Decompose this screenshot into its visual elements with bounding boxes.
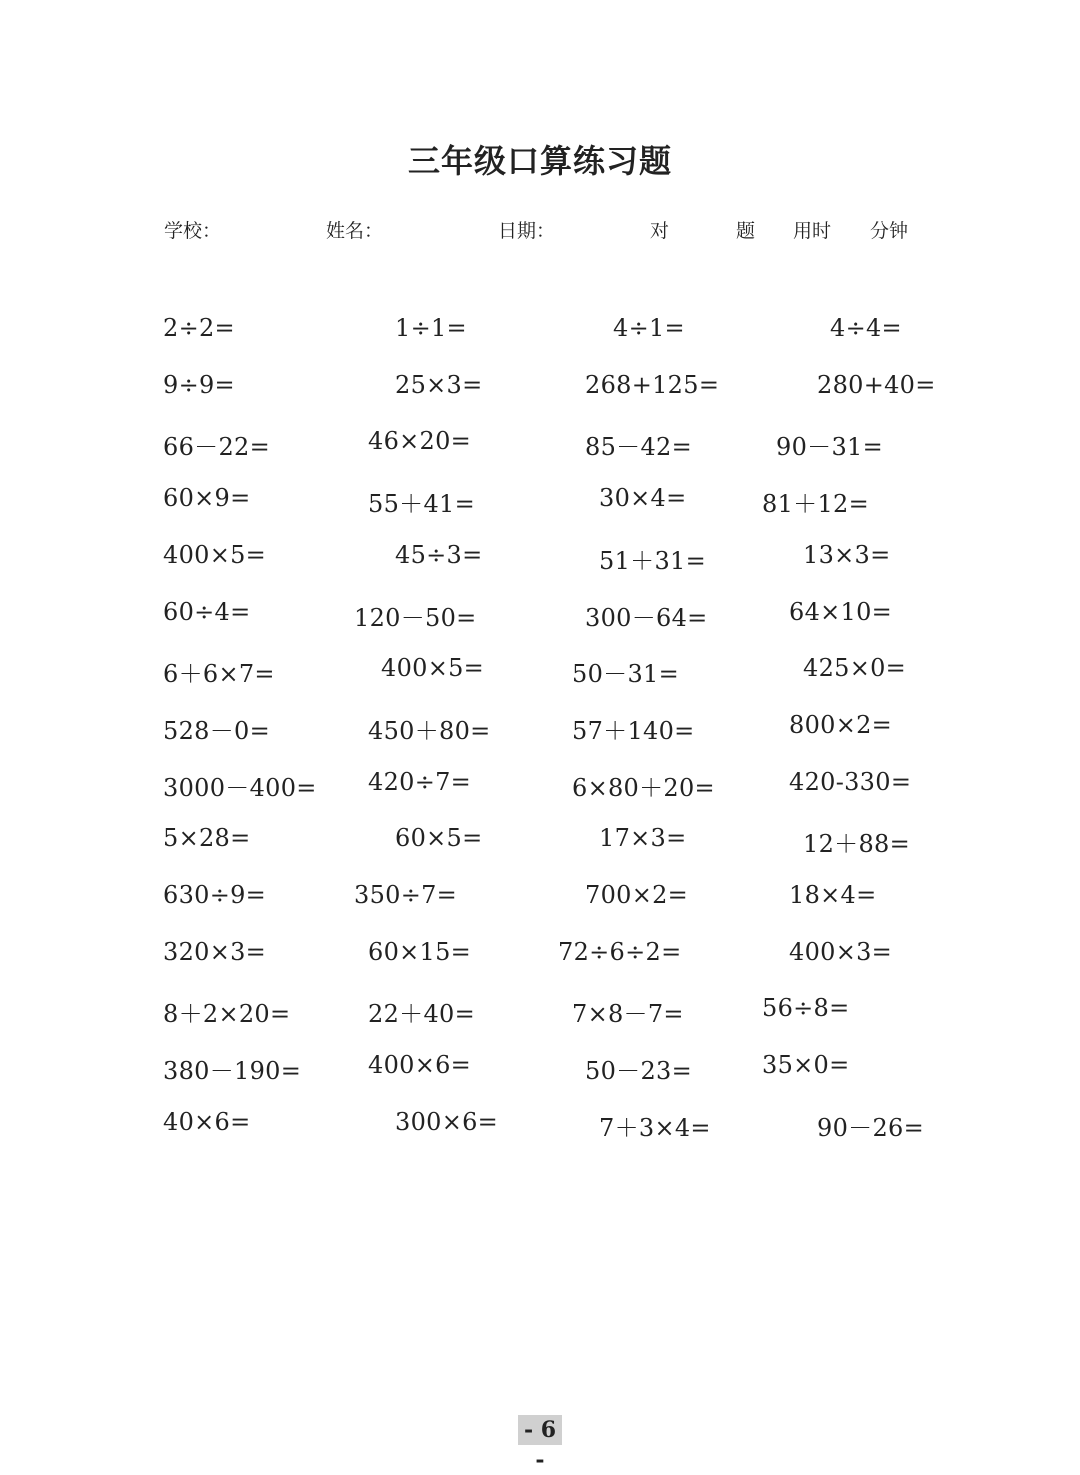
problem-item: 450＋80= bbox=[368, 716, 491, 745]
problem-item: 18×4= bbox=[789, 881, 877, 909]
page-title: 三年级口算练习题 bbox=[407, 142, 672, 180]
problem-item: 6×80＋20= bbox=[572, 773, 715, 802]
problem-item: 425×0= bbox=[803, 654, 907, 683]
problem-item: 4÷4= bbox=[830, 314, 902, 342]
problem-item: 7×8－7= bbox=[572, 1000, 684, 1029]
problem-item: 40×6= bbox=[163, 1107, 251, 1136]
problem-item: 800×2= bbox=[789, 710, 893, 739]
problem-item: 2÷2= bbox=[163, 314, 235, 342]
problem-item: 12＋88= bbox=[803, 830, 910, 859]
problem-item: 7＋3×4= bbox=[599, 1113, 711, 1142]
problem-item: 81＋12= bbox=[762, 490, 869, 519]
problem-item: 72÷6÷2= bbox=[558, 937, 682, 966]
problem-item: 57＋140= bbox=[572, 716, 695, 745]
problem-item: 66－22= bbox=[163, 433, 270, 462]
problem-item: 420-330= bbox=[789, 767, 912, 796]
minutes-label: 分钟 bbox=[870, 220, 909, 242]
problem-item: 320×3= bbox=[163, 937, 267, 966]
date-label: 日期： bbox=[498, 220, 556, 242]
problem-item: 268+125= bbox=[585, 370, 720, 399]
problem-item: 120－50= bbox=[354, 603, 477, 632]
problem-item: 35×0= bbox=[762, 1051, 850, 1080]
problem-item: 4÷1= bbox=[613, 314, 685, 342]
problem-item: 60÷4= bbox=[163, 597, 251, 626]
problem-item: 46×20= bbox=[368, 427, 472, 456]
problem-item: 60×15= bbox=[368, 937, 472, 966]
problem-item: 420÷7= bbox=[368, 767, 472, 796]
problem-item: 13×3= bbox=[803, 540, 891, 569]
problem-item: 700×2= bbox=[585, 881, 689, 909]
school-label: 学校： bbox=[164, 220, 222, 242]
problem-item: 45÷3= bbox=[395, 540, 483, 569]
problem-item: 8＋2×20= bbox=[163, 1000, 291, 1029]
problem-item: 9÷9= bbox=[163, 370, 235, 399]
problem-item: 60×5= bbox=[395, 824, 483, 853]
problem-item: 630÷9= bbox=[163, 881, 267, 909]
problem-item: 64×10= bbox=[789, 597, 893, 626]
problem-item: 85－42= bbox=[585, 433, 692, 462]
problem-item: 300×6= bbox=[395, 1107, 499, 1136]
problem-item: 400×5= bbox=[381, 654, 485, 683]
problem-item: 350÷7= bbox=[354, 881, 458, 909]
problem-item: 50－23= bbox=[585, 1057, 692, 1086]
problem-item: 3000－400= bbox=[163, 773, 317, 802]
problem-item: 280+40= bbox=[817, 370, 936, 399]
problem-item: 22＋40= bbox=[368, 1000, 475, 1029]
problem-item: 90－31= bbox=[776, 433, 883, 462]
problem-item: 6＋6×7= bbox=[163, 660, 275, 689]
problem-item: 90－26= bbox=[817, 1113, 924, 1142]
problem-item: 400×3= bbox=[789, 937, 893, 966]
problem-item: 17×3= bbox=[599, 824, 687, 853]
problem-item: 1÷1= bbox=[395, 314, 467, 342]
questions-label: 题 bbox=[736, 220, 756, 242]
problem-item: 51＋31= bbox=[599, 546, 706, 575]
problem-item: 30×4= bbox=[599, 484, 687, 513]
page-number: - 6 - bbox=[518, 1415, 562, 1445]
problem-item: 528－0= bbox=[163, 716, 270, 745]
problem-item: 25×3= bbox=[395, 370, 483, 399]
problem-item: 50－31= bbox=[572, 660, 679, 689]
problem-item: 300－64= bbox=[585, 603, 708, 632]
problem-item: 400×5= bbox=[163, 540, 267, 569]
name-label: 姓名： bbox=[326, 220, 384, 242]
problem-item: 55＋41= bbox=[368, 490, 475, 519]
problem-item: 380－190= bbox=[163, 1057, 302, 1086]
problem-item: 400×6= bbox=[368, 1051, 472, 1080]
correct-label: 对 bbox=[650, 220, 670, 242]
problem-item: 60×9= bbox=[163, 484, 251, 513]
time-used-label: 用时 bbox=[793, 220, 832, 242]
problem-item: 5×28= bbox=[163, 824, 251, 853]
problem-item: 56÷8= bbox=[762, 994, 850, 1023]
